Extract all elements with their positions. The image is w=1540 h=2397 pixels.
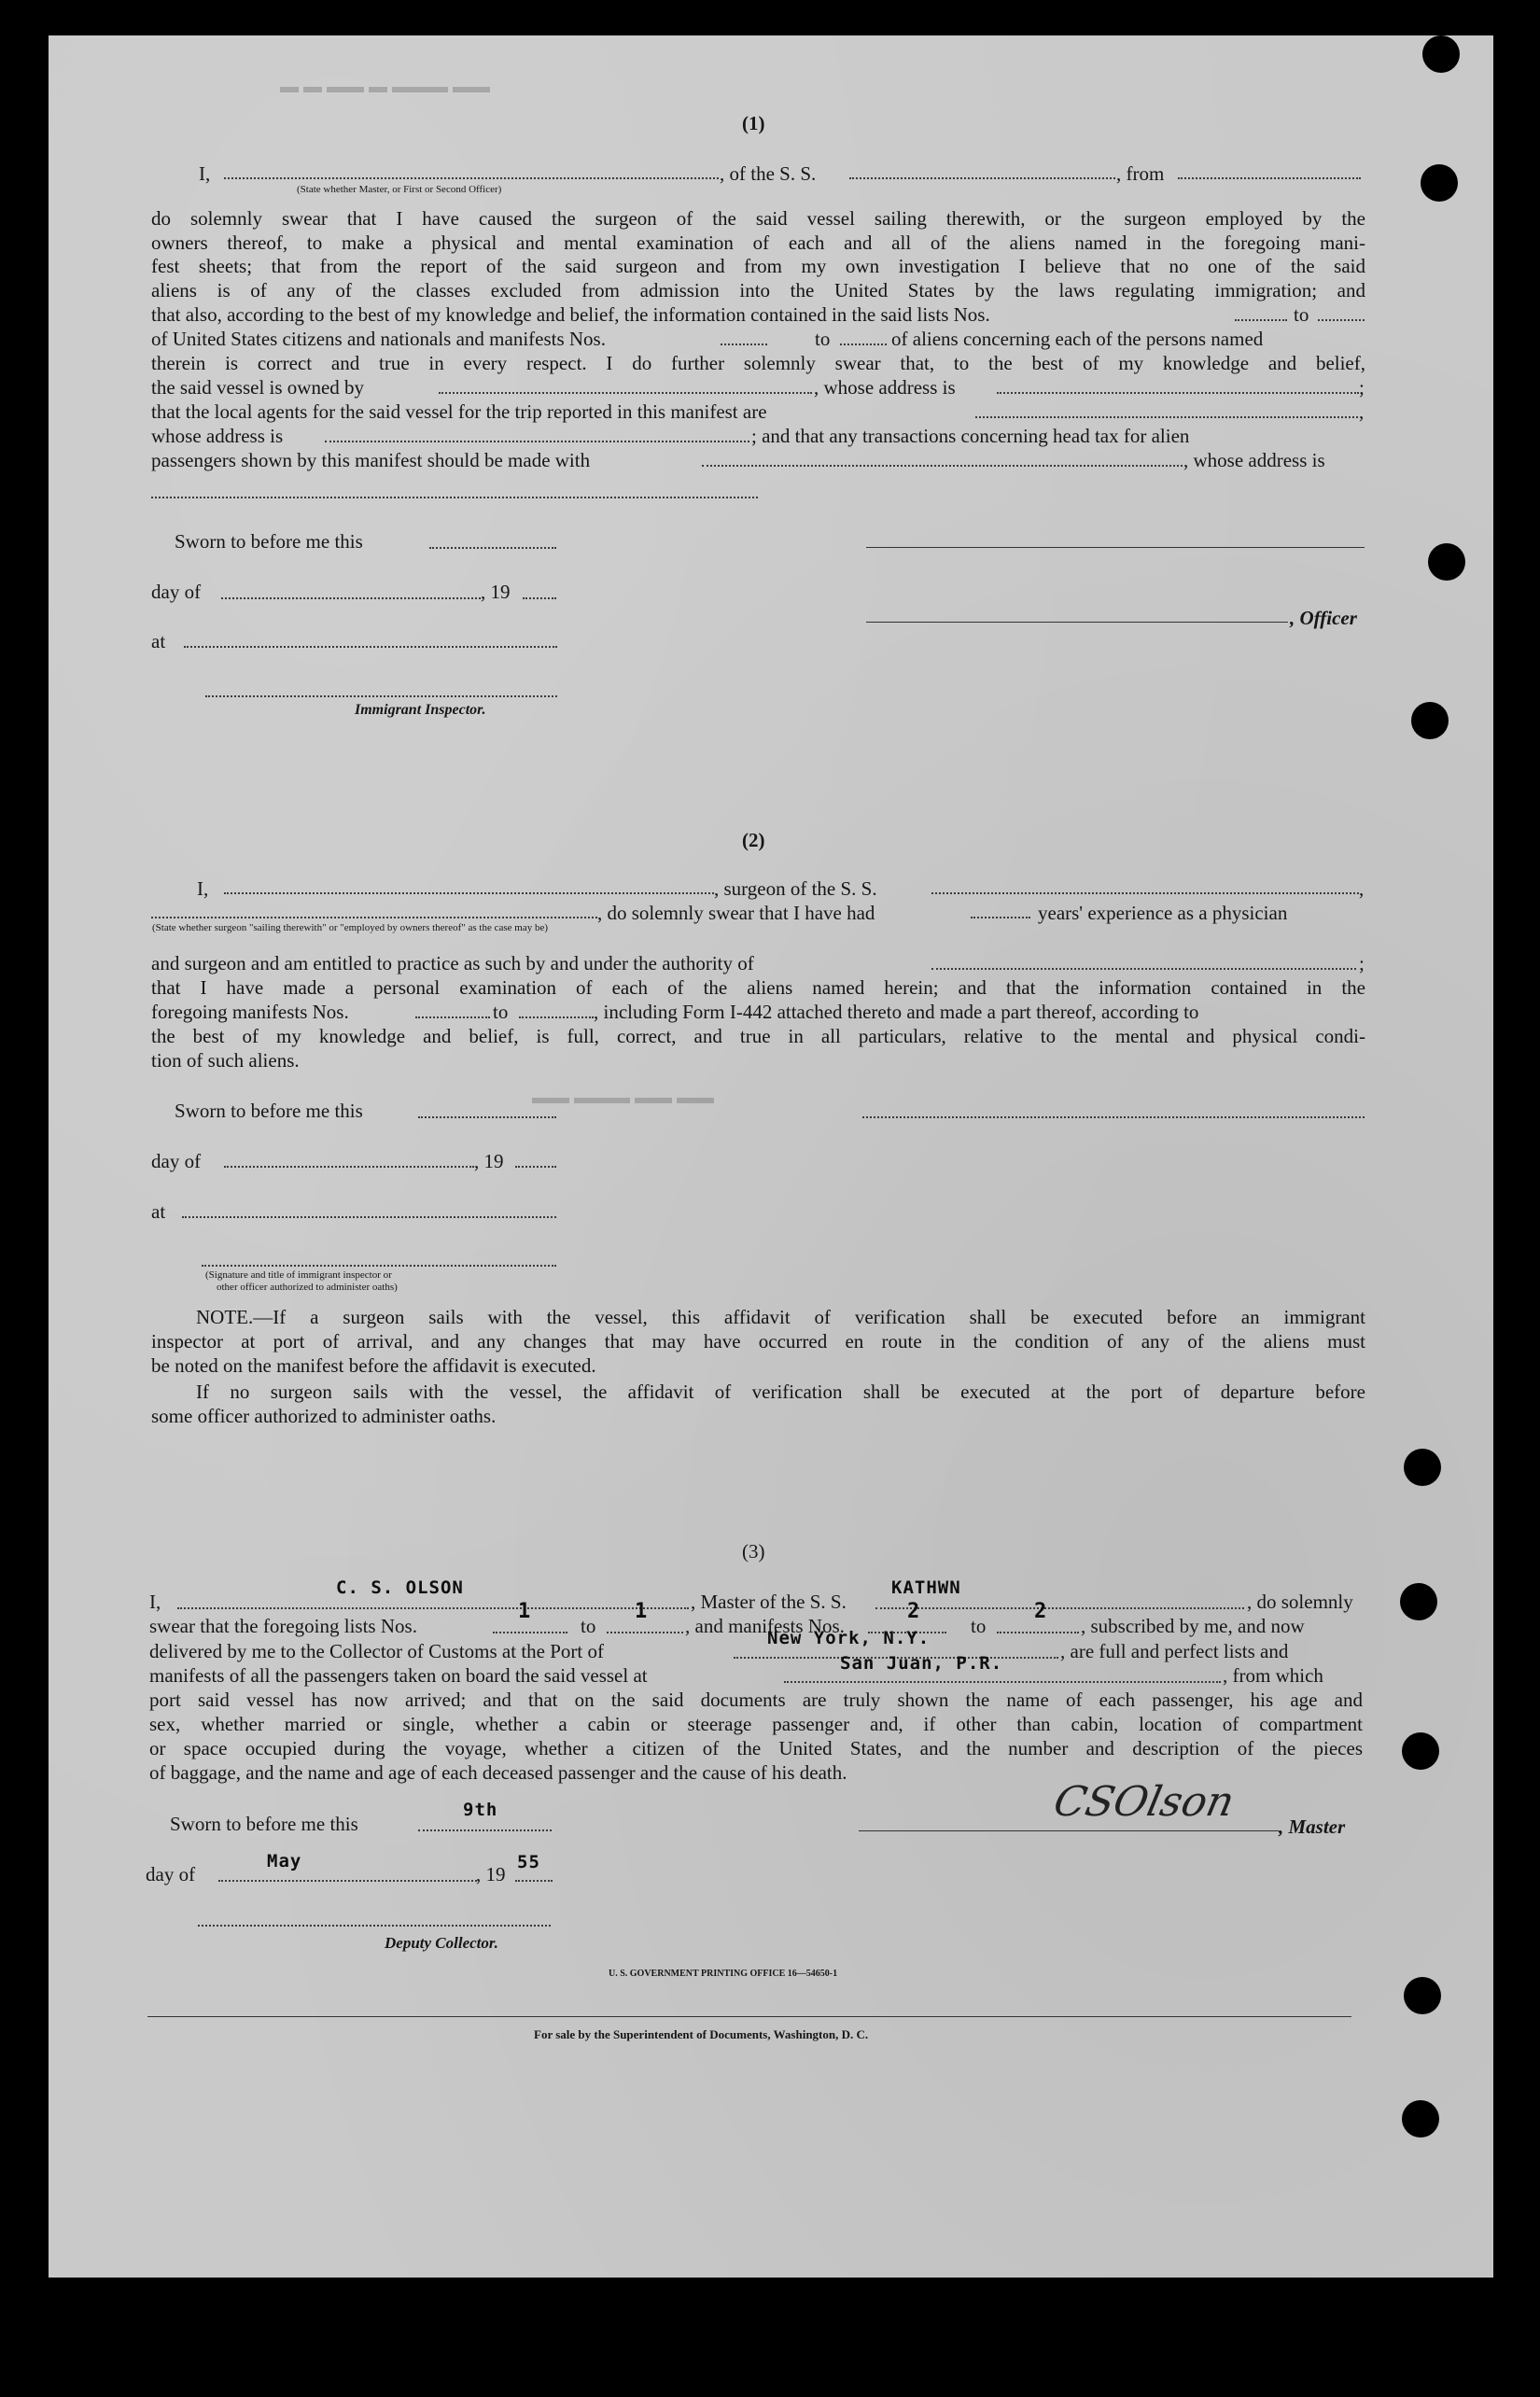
s3-master-of: , Master of the S. S. — [691, 1591, 847, 1613]
s3-lists-to-line — [607, 1632, 683, 1633]
s1-para-line: of United States citizens and nationals and manifests Nos. — [151, 328, 606, 350]
punch-hole — [1404, 1977, 1441, 2014]
s3-master-name-line — [177, 1607, 689, 1609]
s3-month: May — [267, 1851, 302, 1871]
s3-year-suffix: 55 — [517, 1852, 540, 1872]
s1-owner-address-line — [997, 392, 1359, 394]
s2-years-line — [971, 917, 1030, 918]
s2-at-line — [182, 1216, 556, 1218]
s1-year: , 19 — [481, 581, 511, 603]
punch-hole — [1422, 35, 1460, 73]
s3-master-label: , Master — [1279, 1815, 1346, 1838]
s2-para-line: the best of my knowledge and belief, is full, correct, and true in all particulars, relative to the mental and physical condi- — [151, 1025, 1365, 1047]
s3-to-2: to — [971, 1615, 987, 1637]
s2-note-line: be noted on the manifest before the affidavit is executed. — [151, 1354, 596, 1377]
s1-at-line — [184, 646, 557, 648]
s1-from-line — [1178, 177, 1361, 179]
s1-agents-line — [975, 416, 1358, 418]
s2-authority: and surgeon and am entitled to practice as such by and under the authority of — [151, 952, 754, 974]
s2-para-line: tion of such aliens. — [151, 1049, 300, 1072]
punch-hole — [1400, 1583, 1437, 1620]
punch-hole — [1428, 543, 1465, 581]
s1-lists-from-line — [1235, 319, 1287, 321]
s1-manifests-to-line — [840, 343, 887, 345]
s3-master-name: C. S. OLSON — [336, 1577, 464, 1598]
s3-to-1: to — [581, 1615, 596, 1637]
s1-owned-by: the said vessel is owned by — [151, 376, 365, 399]
s1-day-of: day of — [151, 581, 202, 603]
s3-swear: swear that the foregoing lists Nos. — [149, 1615, 417, 1637]
s2-signature-line — [862, 1116, 1365, 1118]
s2-i: I, — [197, 877, 209, 900]
s2-including: , including Form I-442 attached thereto and made a part thereof, according to — [594, 1001, 1199, 1023]
s3-sworn: Sworn to before me this — [170, 1813, 358, 1835]
s3-origin: San Juan, P.R. — [840, 1653, 1003, 1674]
s3-para-line: of baggage, and the name and age of each deceased passenger and the cause of his death. — [149, 1761, 847, 1784]
s1-manifests-from-line — [721, 343, 767, 345]
s2-surgeon: , surgeon of the S. S. — [714, 877, 877, 900]
s2-year: , 19 — [474, 1150, 504, 1172]
s3-lists-from-line — [493, 1632, 567, 1633]
s1-comma: , — [1359, 400, 1365, 423]
s3-full-perfect: , are full and perfect lists and — [1060, 1640, 1289, 1662]
s1-from: , from — [1116, 162, 1165, 185]
s3-ship-name: KATHWN — [891, 1577, 961, 1598]
s3-from-which: , from which — [1223, 1664, 1323, 1687]
s1-whose-address-2: whose address is — [151, 425, 284, 447]
s1-of-ss: , of the S. S. — [720, 162, 817, 185]
s1-sworn: Sworn to before me this — [175, 530, 363, 553]
s3-master-signature: CSOlson — [1049, 1778, 1239, 1826]
s3-para-line: or space occupied during the voyage, whether a citizen of the United States, and the number and description of the pieces — [149, 1737, 1363, 1759]
s2-comma: , — [1359, 877, 1365, 900]
section-3-number: (3) — [742, 1540, 765, 1563]
punch-hole — [1411, 702, 1449, 739]
s3-delivered: delivered by me to the Collector of Customs at the Port of — [149, 1640, 604, 1662]
s1-head-tax-line — [702, 465, 1183, 467]
s1-sworn-line — [429, 547, 556, 549]
s2-sworn: Sworn to before me this — [175, 1100, 363, 1122]
s2-day-of: day of — [151, 1150, 202, 1172]
s3-port: New York, N.Y. — [767, 1628, 931, 1648]
s1-lists-to-line — [1318, 319, 1365, 321]
s1-day-line — [221, 597, 481, 599]
section-1-number: (1) — [742, 112, 765, 134]
s1-ship-line — [849, 177, 1115, 179]
s1-para-line: that also, according to the best of my knowledge and belief, the information contained in the said lists Nos. — [151, 303, 990, 326]
s2-semicolon: ; — [1359, 952, 1365, 974]
s1-head-tax: ; and that any transactions concerning head tax for alien — [751, 425, 1190, 447]
s3-solemnly: , do solemnly — [1247, 1591, 1353, 1613]
s3-lists-to: 1 — [635, 1600, 649, 1623]
s3-para-line: port said vessel has now arrived; and that on the said documents are truly shown the name of each passenger, his age and — [149, 1689, 1363, 1711]
s1-head-tax-address-line — [151, 497, 758, 498]
s1-inspector-label: Immigrant Inspector. — [355, 702, 486, 718]
s2-authority-line — [931, 968, 1356, 970]
s1-whose-address: , whose address is — [814, 376, 956, 399]
printing-office-line: U. S. GOVERNMENT PRINTING OFFICE 16—54650-1 — [609, 1969, 838, 1979]
s1-para-line: therein is correct and true in every respect. I do further solemnly swear that, to the best of my knowledge and belief, — [151, 352, 1365, 374]
s3-man-from: 2 — [907, 1600, 921, 1623]
s3-ship-line — [875, 1607, 1244, 1609]
s2-ship-line — [931, 892, 1359, 894]
section-2-number: (2) — [742, 829, 765, 851]
s2-day-line — [224, 1166, 474, 1168]
s2-to-line — [519, 1016, 594, 1018]
s1-para-line: of aliens concerning each of the persons named — [891, 328, 1264, 350]
footer-rule — [147, 2016, 1351, 2017]
punch-hole — [1421, 164, 1458, 202]
punch-hole — [1404, 1449, 1441, 1486]
s3-year-line — [515, 1880, 553, 1882]
s2-manifests: foregoing manifests Nos. — [151, 1001, 349, 1023]
s1-officer-name-line — [224, 177, 719, 179]
s3-deputy-line — [198, 1925, 551, 1927]
punch-hole — [1402, 2100, 1439, 2138]
s2-note-line: If no surgeon sails with the vessel, the affidavit of verification shall be executed at the port of departure before — [196, 1381, 1365, 1403]
s3-para-line: sex, whether married or single, whether a cabin or steerage passenger and, if other than cabin, location of compartment — [149, 1713, 1363, 1735]
s3-year-prefix: , 19 — [476, 1863, 506, 1885]
s1-i: I, — [199, 162, 211, 185]
s1-state-note: (State whether Master, or First or Second Officer) — [297, 184, 502, 195]
s3-man-to-line — [997, 1632, 1079, 1633]
s1-semicolon: ; — [1359, 376, 1365, 399]
s1-at: at — [151, 630, 166, 652]
s1-officer-signature-line — [866, 547, 1365, 548]
s3-master-signature-line — [859, 1830, 1279, 1831]
s2-para-line: that I have made a personal examination of each of the aliens named herein; and that the information contained in the — [151, 976, 1365, 999]
s1-inspector-line — [205, 695, 557, 697]
s2-sworn-line — [418, 1116, 556, 1118]
s2-at: at — [151, 1200, 166, 1223]
s1-para-line: owners thereof, to make a physical and mental examination of each and all of the aliens named in the foregoing mani- — [151, 231, 1365, 254]
s2-sig-note-2: other officer authorized to administer oaths) — [217, 1282, 398, 1293]
s2-status-note: (State whether surgeon "sailing therewith" or "employed by owners thereof" as the case may be) — [152, 922, 549, 933]
punch-hole — [1402, 1732, 1439, 1770]
s3-manifests-of: manifests of all the passengers taken on board the said vessel at — [149, 1664, 648, 1687]
s2-note-line: NOTE.—If a surgeon sails with the vessel, this affidavit of verification shall be executed before an immigrant — [196, 1306, 1365, 1328]
s1-para-line: do solemnly swear that I have caused the surgeon of the said vessel sailing therewith, or the surgeon employed by the — [151, 207, 1365, 230]
sale-notice: For sale by the Superintendent of Documents, Washington, D. C. — [534, 2027, 869, 2041]
s3-day-of: day of — [146, 1863, 196, 1885]
bleed-through-mark: ▬ ▬ ▬▬ ▬ ▬▬▬ ▬▬ — [280, 77, 490, 97]
s2-inspector-line — [202, 1265, 556, 1267]
s1-owner-line — [439, 392, 812, 394]
s1-year-line — [523, 597, 556, 599]
s3-origin-line — [784, 1681, 1221, 1683]
s1-para-line: aliens is of any of the classes excluded from admission into the United States by the laws regulating immigration; and — [151, 279, 1365, 301]
s3-month-line — [218, 1880, 477, 1882]
s3-man-to: 2 — [1034, 1600, 1048, 1623]
s3-and-manifests: , and manifests Nos. — [685, 1615, 845, 1637]
s2-from-line — [415, 1016, 490, 1018]
s1-para-line: fest sheets; that from the report of the said surgeon and from my own investigation I believe that no one of the said — [151, 255, 1365, 277]
s3-lists-from: 1 — [518, 1600, 532, 1623]
s1-agents-address-line — [325, 441, 749, 442]
s2-year-line — [515, 1166, 556, 1168]
s3-sworn-day: 9th — [463, 1800, 498, 1820]
s1-local-agents: that the local agents for the said vessel for the trip reported in this manifest are — [151, 400, 767, 423]
s1-officer-line — [866, 622, 1288, 623]
s2-note-line: some officer authorized to administer oaths. — [151, 1405, 497, 1427]
bleed-through-mark: ▬▬ ▬▬▬ ▬▬ ▬▬ — [532, 1087, 714, 1108]
s1-to: to — [815, 328, 831, 350]
s2-to: to — [493, 1001, 509, 1023]
s1-passengers: passengers shown by this manifest should be made with — [151, 449, 591, 471]
s3-i: I, — [149, 1591, 161, 1613]
s1-whose-address-3: , whose address is — [1183, 449, 1325, 471]
s2-sig-note-1: (Signature and title of immigrant inspector or — [205, 1269, 392, 1281]
s2-surgeon-name-line — [224, 892, 714, 894]
s3-deputy-label: Deputy Collector. — [385, 1934, 498, 1952]
s2-years: years' experience as a physician — [1038, 902, 1288, 924]
s2-status-line — [151, 917, 597, 918]
s3-sworn-line — [418, 1829, 552, 1831]
s1-to: to — [1294, 303, 1309, 326]
s2-swear: , do solemnly swear that I have had — [597, 902, 875, 924]
s1-officer-label: , Officer — [1290, 607, 1357, 629]
s2-note-line: inspector at port of arrival, and any changes that may have occurred en route in the condition of any of the aliens must — [151, 1330, 1365, 1353]
s3-subscribed: , subscribed by me, and now — [1081, 1615, 1305, 1637]
